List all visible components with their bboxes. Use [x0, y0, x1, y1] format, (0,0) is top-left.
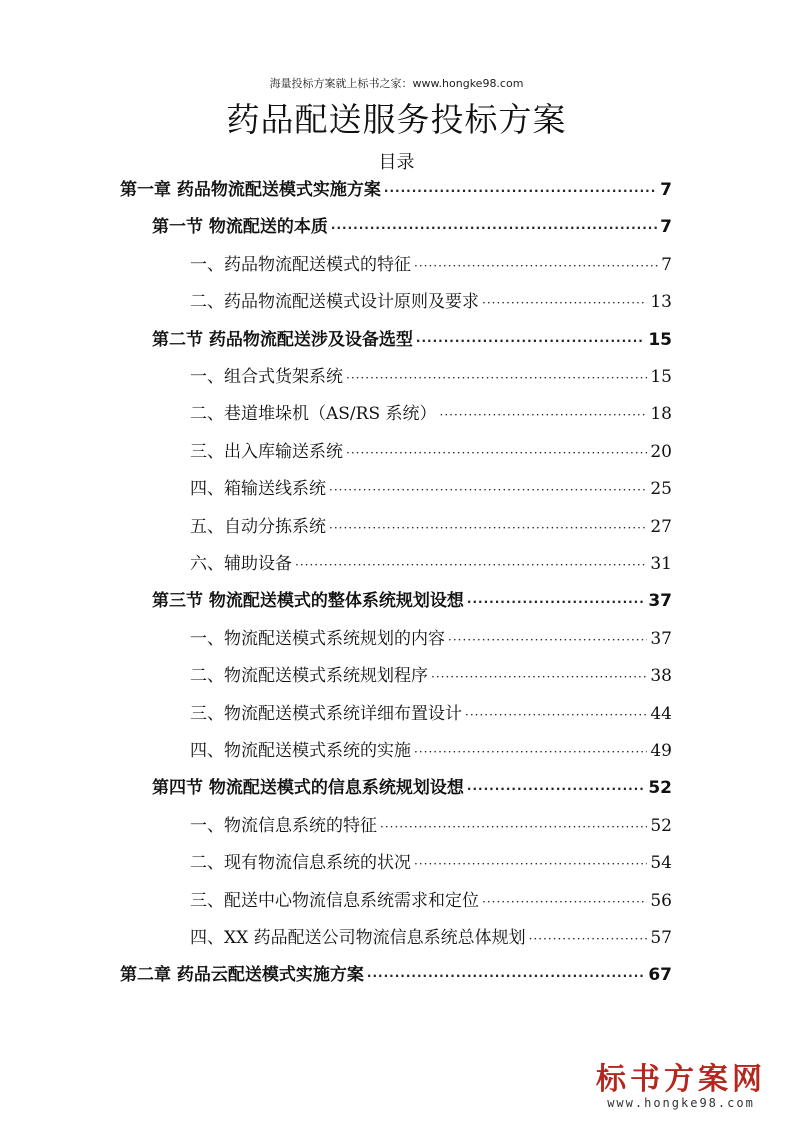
- toc-entry[interactable]: [190, 661, 672, 687]
- toc-entry-label: 四、物流配送模式系统的实施: [190, 741, 411, 761]
- toc-entry-label: 第一节 物流配送的本质: [152, 217, 328, 238]
- toc-entry-page: 7: [661, 254, 672, 275]
- toc-entry-label: 二、物流配送模式系统规划程序: [190, 666, 428, 687]
- toc-entry-page: 57: [650, 928, 672, 948]
- toc-entry-label: 一、药品物流配送模式的特征: [190, 254, 411, 275]
- toc-entry-page: 25: [650, 479, 672, 500]
- toc-entry-label: 四、箱输送线系统: [190, 479, 326, 500]
- toc-entry-page: 15: [648, 329, 672, 350]
- toc-leader-dots: [431, 670, 647, 684]
- toc-title: 目录: [378, 152, 415, 173]
- toc-leader-dots: [329, 521, 647, 535]
- document-title: 药品配送服务投标方案: [226, 100, 567, 139]
- toc-leader-dots: [380, 820, 647, 834]
- toc-entry-label: 二、现有物流信息系统的状况: [190, 853, 411, 874]
- toc-entry-page: 52: [648, 778, 672, 799]
- page-header: 海量投标方案就上标书之家：www.hongke98.com: [269, 77, 524, 90]
- toc-entry[interactable]: [190, 736, 672, 762]
- toc-leader-dots: [465, 708, 647, 722]
- toc-entry[interactable]: [120, 960, 672, 986]
- toc-entry[interactable]: [152, 773, 672, 799]
- toc-leader-dots: [414, 857, 647, 871]
- toc-entry[interactable]: [152, 212, 672, 238]
- toc-entry-page: 18: [650, 404, 672, 425]
- toc-leader-dots: [482, 296, 647, 310]
- toc-entry-page: 38: [650, 666, 672, 687]
- toc-entry-page: 31: [650, 554, 672, 574]
- watermark-text: 标书方案网: [596, 1062, 766, 1097]
- toc-entry[interactable]: [190, 848, 672, 874]
- toc-entry-page: 37: [650, 628, 672, 649]
- toc-entry-label: 一、物流配送模式系统规划的内容: [190, 628, 445, 649]
- toc-entry[interactable]: [120, 175, 672, 201]
- toc-entry[interactable]: [190, 549, 672, 575]
- toc-leader-dots: [529, 932, 648, 946]
- toc-leader-dots: [482, 895, 647, 909]
- toc-leader-dots: [367, 969, 645, 983]
- toc-entry-label: 六、辅助设备: [190, 554, 292, 574]
- toc-entry-page: 20: [650, 441, 672, 462]
- toc-entry-page: 15: [650, 367, 672, 387]
- toc-entry[interactable]: [190, 287, 672, 313]
- toc-entry-label: 五、自动分拣系统: [190, 516, 326, 537]
- toc-leader-dots: [384, 184, 657, 198]
- toc-leader-dots: [331, 221, 657, 235]
- toc-entry-label: 第二章 药品云配送模式实施方案: [120, 965, 364, 986]
- toc-leader-dots: [467, 595, 645, 609]
- toc-leader-dots: [346, 371, 647, 385]
- toc-entry-label: 三、配送中心物流信息系统需求和定位: [190, 890, 479, 911]
- toc-entry-label: 三、物流配送模式系统详细布置设计: [190, 703, 462, 724]
- toc-leader-dots: [416, 334, 645, 348]
- toc-entry-page: 7: [660, 217, 672, 238]
- watermark-url: www.hongke98.com: [607, 1096, 755, 1110]
- watermark-logo: [581, 1054, 781, 1110]
- toc-entry-page: 27: [650, 516, 672, 537]
- toc-entry-label: 三、出入库输送系统: [190, 441, 343, 462]
- toc-entry[interactable]: [190, 512, 672, 538]
- toc-entry[interactable]: [152, 325, 672, 351]
- toc-entry-label: 第三节 物流配送模式的整体系统规划设想: [152, 591, 464, 612]
- toc-entry-page: 13: [650, 292, 672, 313]
- toc-entry-label: 第四节 物流配送模式的信息系统规划设想: [152, 778, 464, 799]
- toc-leader-dots: [448, 633, 647, 647]
- toc-entry[interactable]: [152, 586, 672, 612]
- toc-leader-dots: [295, 558, 647, 572]
- toc-entry-page: 7: [660, 180, 672, 200]
- toc-leader-dots: [414, 259, 658, 273]
- toc-leader-dots: [329, 483, 647, 497]
- toc-entry-page: 67: [648, 965, 672, 986]
- toc-entry[interactable]: [190, 811, 672, 837]
- toc-entry-label: 一、物流信息系统的特征: [190, 815, 377, 836]
- toc-entry[interactable]: [190, 250, 672, 276]
- toc-leader-dots: [440, 408, 648, 422]
- toc-entry-label: 一、组合式货架系统: [190, 367, 343, 387]
- toc-entry[interactable]: [190, 362, 672, 388]
- toc-entry[interactable]: [190, 624, 672, 650]
- toc-entry-label: 二、药品物流配送模式设计原则及要求: [190, 292, 479, 313]
- toc-leader-dots: [467, 782, 645, 796]
- toc-entry[interactable]: [190, 886, 672, 912]
- toc-leader-dots: [414, 745, 647, 759]
- toc-entry-label: 四、XX 药品配送公司物流信息系统总体规划: [190, 928, 526, 948]
- toc-entry-label: 第一章 药品物流配送模式实施方案: [120, 180, 381, 200]
- toc-entry-label: 二、巷道堆垛机（AS/RS 系统）: [190, 404, 437, 425]
- toc-entry[interactable]: [190, 399, 672, 425]
- toc-entry[interactable]: [190, 699, 672, 725]
- toc-entry[interactable]: [190, 923, 672, 949]
- toc-entry-page: 44: [650, 703, 672, 724]
- toc-entry[interactable]: [190, 474, 672, 500]
- toc-entry-label: 第二节 药品物流配送涉及设备选型: [152, 329, 413, 350]
- toc-entry-page: 54: [650, 853, 672, 874]
- toc-leader-dots: [346, 446, 647, 460]
- toc-entry-page: 49: [650, 741, 672, 761]
- toc-entry[interactable]: [190, 437, 672, 463]
- toc-entry-page: 56: [650, 890, 672, 911]
- toc-entry-page: 37: [648, 591, 672, 612]
- toc-entry-page: 52: [650, 815, 672, 836]
